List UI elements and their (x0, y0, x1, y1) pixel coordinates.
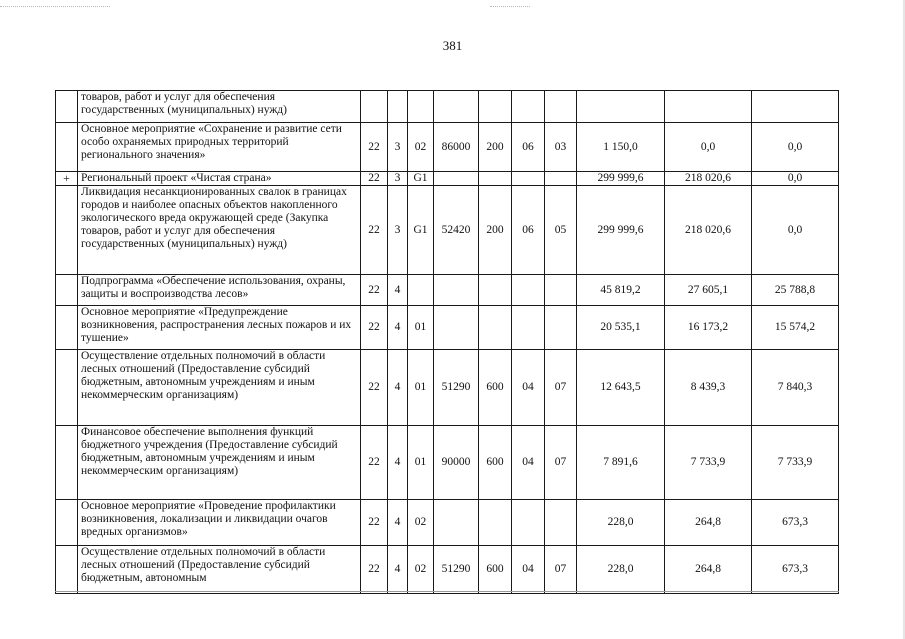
row-marker-cell (56, 500, 78, 546)
row-marker-cell: + (56, 172, 78, 186)
ministry-code-cell: 22 (361, 306, 388, 350)
program-code-cell: 3 (388, 123, 408, 172)
row-marker-cell (56, 91, 78, 123)
program-code-cell: 4 (388, 350, 408, 426)
amount-year3-cell: 25 788,8 (752, 275, 839, 306)
amount-year1-cell: 228,0 (577, 500, 665, 546)
amount-year3-cell (752, 91, 839, 123)
amount-year2-cell: 264,8 (665, 546, 752, 594)
subsection-code-cell (545, 91, 577, 123)
direction-code-cell (434, 275, 479, 306)
ministry-code-cell: 22 (361, 172, 388, 186)
item-name-cell: товаров, работ и услуг для обеспечения государственных (муниципальных) нужд) (78, 91, 361, 123)
section-code-cell: 06 (512, 123, 545, 172)
program-code-cell: 4 (388, 500, 408, 546)
table-row (56, 123, 839, 172)
amount-year1-cell: 299 999,6 (577, 186, 665, 275)
amount-year1-cell (577, 91, 665, 123)
program-code-cell: 4 (388, 306, 408, 350)
item-name-cell: Осуществление отдельных полномочий в области лесных отношений (Предоставление субсидий бюджетным, автономным учреждениям и иным некоммерческим организациям) (78, 350, 361, 426)
program-code-cell: 3 (388, 186, 408, 275)
table-row (56, 426, 839, 500)
subsection-code-cell: 07 (545, 546, 577, 594)
row-marker-cell (56, 350, 78, 426)
amount-year2-cell: 8 439,3 (665, 350, 752, 426)
activity-code-cell: 01 (408, 426, 434, 500)
amount-year1-cell: 1 150,0 (577, 123, 665, 172)
scan-artifact-left (0, 6, 110, 8)
amount-year3-cell: 0,0 (752, 186, 839, 275)
direction-code-cell: 51290 (434, 350, 479, 426)
activity-code-cell: 01 (408, 306, 434, 350)
expense-type-cell (479, 500, 512, 546)
direction-code-cell: 51290 (434, 546, 479, 594)
row-marker-cell (56, 275, 78, 306)
expense-type-cell: 600 (479, 426, 512, 500)
activity-code-cell: 02 (408, 123, 434, 172)
subsection-code-cell: 07 (545, 350, 577, 426)
amount-year2-cell: 264,8 (665, 500, 752, 546)
section-code-cell (512, 172, 545, 186)
amount-year3-cell: 673,3 (752, 500, 839, 546)
expense-type-cell: 600 (479, 350, 512, 426)
amount-year2-cell: 7 733,9 (665, 426, 752, 500)
ministry-code-cell: 22 (361, 186, 388, 275)
activity-code-cell: G1 (408, 186, 434, 275)
amount-year1-cell: 228,0 (577, 546, 665, 594)
table-row (56, 91, 839, 123)
direction-code-cell (434, 172, 479, 186)
item-name-cell: Основное мероприятие «Проведение профилактики возникновения, локализации и ликвидации очагов вредных организмов» (78, 500, 361, 546)
ministry-code-cell: 22 (361, 350, 388, 426)
amount-year1-cell: 7 891,6 (577, 426, 665, 500)
direction-code-cell (434, 306, 479, 350)
expense-type-cell: 600 (479, 546, 512, 594)
expense-type-cell (479, 172, 512, 186)
section-code-cell: 06 (512, 186, 545, 275)
section-code-cell (512, 306, 545, 350)
amount-year3-cell: 7 840,3 (752, 350, 839, 426)
ministry-code-cell: 22 (361, 546, 388, 594)
amount-year3-cell: 673,3 (752, 546, 839, 594)
table-row (56, 186, 839, 275)
row-marker-cell (56, 546, 78, 594)
activity-code-cell: G1 (408, 172, 434, 186)
section-code-cell: 04 (512, 350, 545, 426)
activity-code-cell: 02 (408, 500, 434, 546)
expense-type-cell (479, 275, 512, 306)
subsection-code-cell (545, 275, 577, 306)
section-code-cell: 04 (512, 546, 545, 594)
table-row (56, 500, 839, 546)
subsection-code-cell (545, 306, 577, 350)
item-name-cell: Ликвидация несанкционированных свалок в границах городов и наиболее опасных объектов накопленного экологического вреда окружающей среде (Закупка товаров, работ и услуг для обеспечения государственных (муниципальных) нужд) (78, 186, 361, 275)
item-name-cell: Основное мероприятие «Предупреждение возникновения, распространения лесных пожаров и их тушение» (78, 306, 361, 350)
table-row (56, 350, 839, 426)
expense-type-cell (479, 91, 512, 123)
subsection-code-cell: 03 (545, 123, 577, 172)
ministry-code-cell: 22 (361, 500, 388, 546)
amount-year3-cell: 0,0 (752, 172, 839, 186)
table-row (56, 306, 839, 350)
direction-code-cell (434, 500, 479, 546)
amount-year1-cell: 20 535,1 (577, 306, 665, 350)
item-name-cell: Региональный проект «Чистая страна» (78, 172, 361, 186)
program-code-cell: 4 (388, 275, 408, 306)
direction-code-cell: 86000 (434, 123, 479, 172)
table-body (56, 91, 839, 594)
page-cut-line (55, 591, 839, 592)
amount-year2-cell: 0,0 (665, 123, 752, 172)
scan-artifact-right (490, 6, 530, 8)
ministry-code-cell: 22 (361, 275, 388, 306)
amount-year1-cell: 12 643,5 (577, 350, 665, 426)
section-code-cell: 04 (512, 426, 545, 500)
section-code-cell (512, 500, 545, 546)
amount-year2-cell: 27 605,1 (665, 275, 752, 306)
expense-type-cell (479, 306, 512, 350)
row-marker-cell (56, 306, 78, 350)
program-code-cell: 4 (388, 426, 408, 500)
amount-year3-cell: 7 733,9 (752, 426, 839, 500)
expense-type-cell: 200 (479, 186, 512, 275)
item-name-cell: Основное мероприятие «Сохранение и развитие сети особо охраняемых природных территорий регионального значения» (78, 123, 361, 172)
amount-year2-cell: 218 020,6 (665, 172, 752, 186)
program-code-cell (388, 91, 408, 123)
direction-code-cell (434, 91, 479, 123)
amount-year3-cell: 0,0 (752, 123, 839, 172)
row-marker-cell (56, 186, 78, 275)
activity-code-cell (408, 91, 434, 123)
expense-type-cell: 200 (479, 123, 512, 172)
ministry-code-cell (361, 91, 388, 123)
row-marker-cell (56, 426, 78, 500)
amount-year1-cell: 45 819,2 (577, 275, 665, 306)
table-row (56, 546, 839, 594)
subsection-code-cell (545, 172, 577, 186)
direction-code-cell: 52420 (434, 186, 479, 275)
program-code-cell: 4 (388, 546, 408, 594)
table-row (56, 275, 839, 306)
program-code-cell: 3 (388, 172, 408, 186)
activity-code-cell: 02 (408, 546, 434, 594)
subsection-code-cell: 07 (545, 426, 577, 500)
item-name-cell: Осуществление отдельных полномочий в области лесных отношений (Предоставление субсидий бюджетным, автономным (78, 546, 361, 594)
section-code-cell (512, 91, 545, 123)
amount-year1-cell: 299 999,6 (577, 172, 665, 186)
budget-table (55, 90, 839, 594)
amount-year2-cell (665, 91, 752, 123)
table-row (56, 172, 839, 186)
subsection-code-cell (545, 500, 577, 546)
section-code-cell (512, 275, 545, 306)
subsection-code-cell: 05 (545, 186, 577, 275)
activity-code-cell: 01 (408, 350, 434, 426)
activity-code-cell (408, 275, 434, 306)
row-marker-cell (56, 123, 78, 172)
page-number: 381 (442, 38, 463, 53)
item-name-cell: Финансовое обеспечение выполнения функций бюджетного учреждения (Предоставление субсидий бюджетным, автономным учреждениям и иным некоммерческим организациям) (78, 426, 361, 500)
ministry-code-cell: 22 (361, 426, 388, 500)
amount-year2-cell: 16 173,2 (665, 306, 752, 350)
direction-code-cell: 90000 (434, 426, 479, 500)
amount-year3-cell: 15 574,2 (752, 306, 839, 350)
item-name-cell: Подпрограмма «Обеспечение использования, охраны, защиты и воспроизводства лесов» (78, 275, 361, 306)
ministry-code-cell: 22 (361, 123, 388, 172)
amount-year2-cell: 218 020,6 (665, 186, 752, 275)
